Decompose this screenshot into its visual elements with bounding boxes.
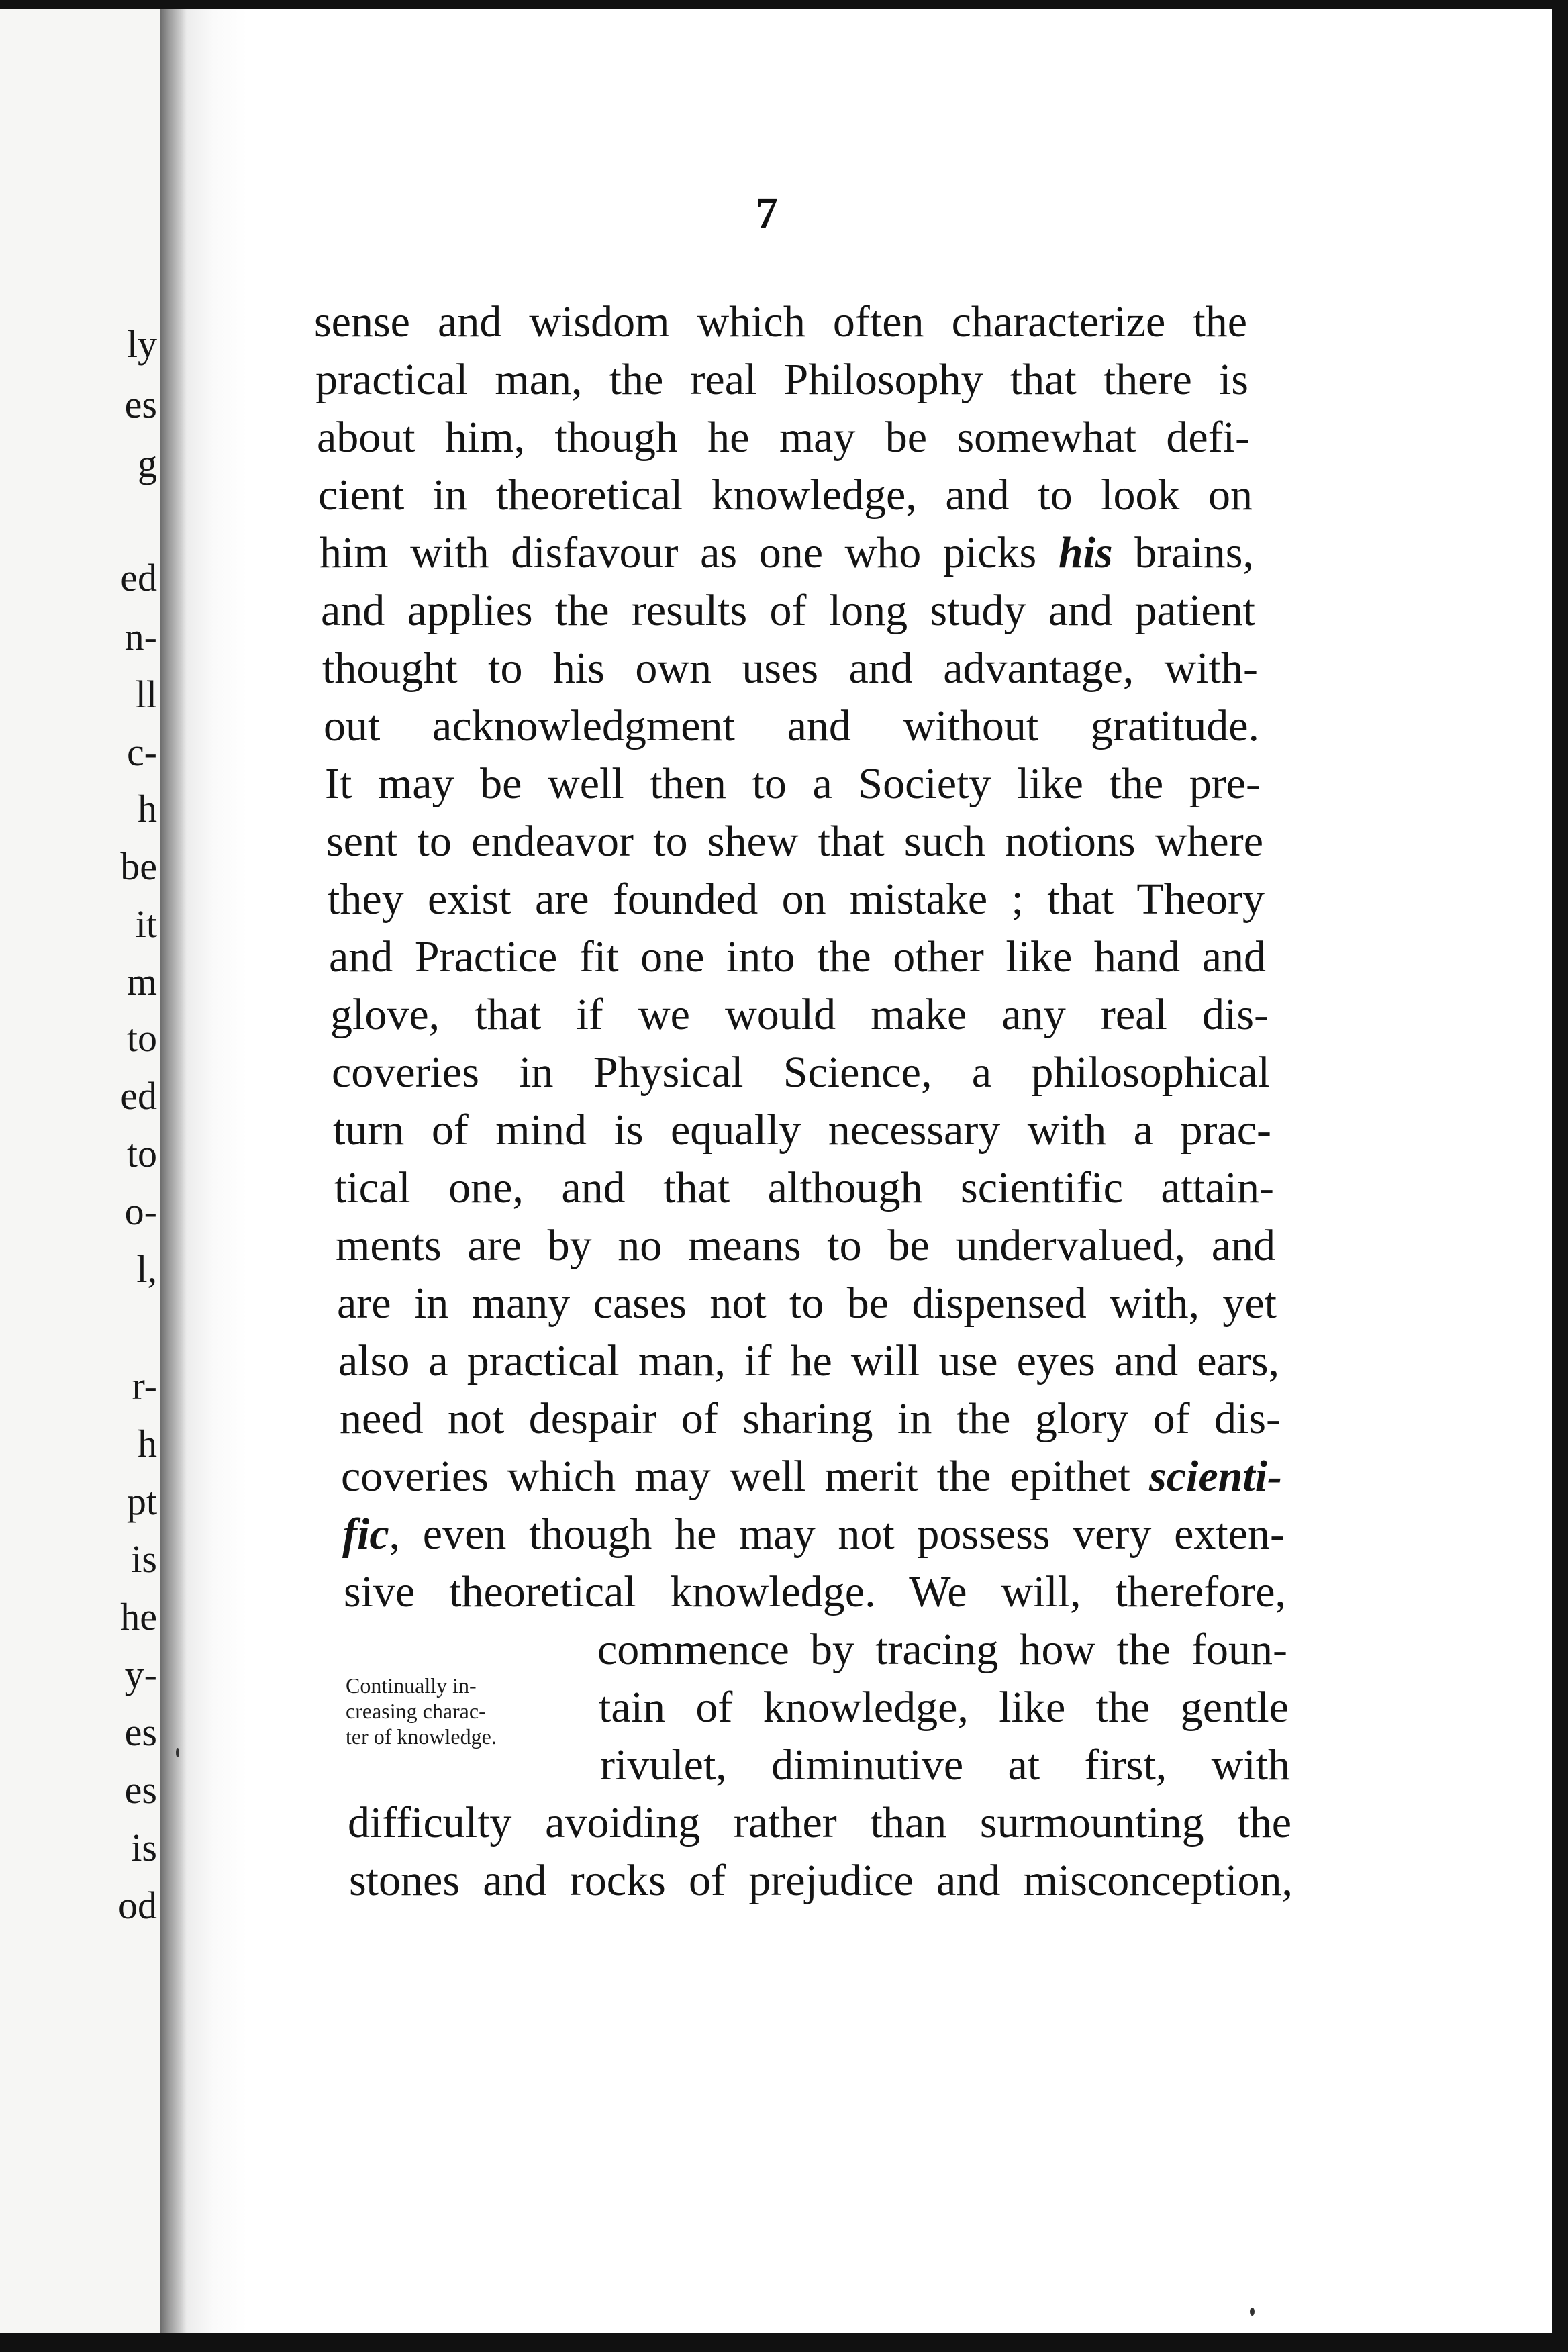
- body-line-text: brains,: [1112, 528, 1254, 577]
- facing-page-text: g: [138, 442, 157, 485]
- body-line: are in many cases not to be dispensed with, yet: [337, 1279, 1277, 1328]
- body-line-text: coveries which may well merit the epithet: [341, 1452, 1150, 1501]
- body-line: sense and wisdom which often characterize the: [314, 297, 1247, 346]
- body-line: tical one, and that although scientific attain-: [334, 1163, 1274, 1212]
- facing-page-text: be: [120, 844, 157, 888]
- body-line: turn of mind is equally necessary with a prac-: [333, 1106, 1271, 1155]
- scan-frame-right: [1552, 0, 1568, 2352]
- facing-page-text: l,: [136, 1247, 157, 1291]
- body-line: [341, 1450, 1282, 1504]
- facing-page-text: ll: [135, 673, 157, 716]
- body-line: rivulet, diminutive at first, with: [600, 1741, 1290, 1790]
- body-line: commence by tracing how the foun-: [597, 1625, 1287, 1674]
- emphasis-text: his: [1058, 528, 1113, 577]
- body-line: practical man, the real Philosophy that there is: [315, 355, 1248, 404]
- facing-page-text: ed: [120, 556, 157, 599]
- facing-page-text: y-: [124, 1653, 157, 1696]
- emphasis-text: scienti-: [1149, 1452, 1282, 1501]
- facing-page-text: is: [131, 1537, 157, 1581]
- body-line: difficulty avoiding rather than surmounting the: [348, 1798, 1291, 1847]
- body-line: about him, though he may be somewhat defi-: [317, 413, 1250, 462]
- body-line: coveries in Physical Science, a philosophical: [332, 1048, 1270, 1097]
- facing-page-text: is: [131, 1826, 157, 1869]
- facing-page-text: to: [126, 1132, 157, 1175]
- facing-page-text: ed: [120, 1074, 157, 1118]
- body-line: cient in theoretical knowledge, and to look on: [318, 471, 1253, 520]
- facing-page-text: m: [126, 960, 157, 1003]
- marginal-note-line: Continually in-: [346, 1673, 477, 1698]
- scan-frame-top: [0, 0, 1568, 9]
- facing-page-text: it: [135, 902, 157, 946]
- facing-page-text: ly: [126, 322, 157, 366]
- body-line: [342, 1508, 1285, 1561]
- body-line: [320, 526, 1254, 580]
- facing-page-text: es: [124, 1710, 157, 1754]
- body-line: they exist are founded on mistake ; that Theory: [328, 875, 1265, 924]
- marginal-note-line: creasing charac-: [346, 1699, 486, 1723]
- marginal-note: [346, 1673, 574, 1749]
- facing-page-text: c-: [126, 730, 157, 774]
- body-line: sent to endeavor to shew that such notions where: [326, 817, 1263, 866]
- facing-page-text: od: [118, 1883, 157, 1927]
- facing-page-text: he: [120, 1595, 157, 1638]
- body-line-text: , even though he may not possess very exten-: [389, 1510, 1285, 1559]
- facing-page-fragment: [0, 9, 160, 2333]
- body-line-text: him with disfavour as one who picks: [320, 528, 1059, 577]
- body-line: It may be well then to a Society like the pre-: [325, 759, 1261, 808]
- body-line: ments are by no means to be undervalued, and: [336, 1221, 1275, 1270]
- scan-frame-bottom: [0, 2333, 1568, 2352]
- scan-speck: [1250, 2308, 1255, 2316]
- body-line: glove, that if we would make any real dis-: [330, 990, 1269, 1039]
- book-gutter: [160, 9, 187, 2333]
- facing-page-text: n-: [124, 615, 157, 658]
- facing-page-text: pt: [126, 1479, 157, 1523]
- facing-page-text: to: [126, 1016, 157, 1060]
- facing-page-text: es: [124, 1768, 157, 1812]
- marginal-note-line: ter of knowledge.: [346, 1724, 497, 1749]
- page-number: 7: [756, 189, 778, 238]
- body-line: and Practice fit one into the other like hand and: [329, 932, 1266, 981]
- facing-page-text: es: [124, 383, 157, 426]
- body-line: also a practical man, if he will use eyes and ears,: [338, 1336, 1279, 1385]
- emphasis-text: fic: [342, 1510, 389, 1559]
- facing-page-text: h: [138, 787, 157, 830]
- body-line: stones and rocks of prejudice and misconception,: [349, 1856, 1293, 1905]
- body-line: tain of knowledge, like the gentle: [599, 1683, 1289, 1732]
- facing-page-text: o-: [124, 1189, 157, 1233]
- facing-page-text: h: [138, 1422, 157, 1465]
- body-line: sive theoretical knowledge. We will, therefore,: [344, 1567, 1286, 1616]
- body-line: and applies the results of long study and patient: [321, 586, 1255, 635]
- body-line: need not despair of sharing in the glory of dis-: [340, 1394, 1281, 1443]
- body-line: out acknowledgment and without gratitude.: [324, 701, 1259, 750]
- scan-speck: [176, 1748, 179, 1757]
- facing-page-text: r-: [132, 1364, 157, 1408]
- body-line: thought to his own uses and advantage, with-: [322, 644, 1258, 693]
